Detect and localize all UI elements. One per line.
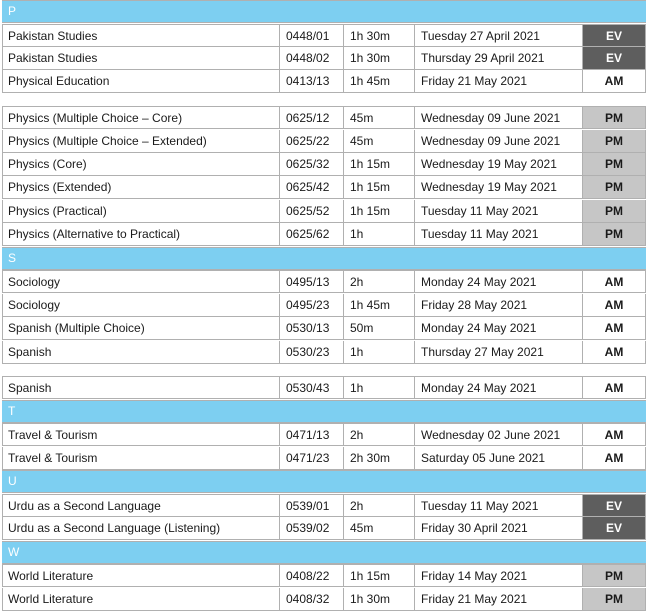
date-cell: Monday 24 May 2021 xyxy=(414,271,582,292)
subject-cell: World Literature xyxy=(2,588,279,610)
date-cell: Wednesday 19 May 2021 xyxy=(414,176,582,198)
component-code-cell: 0448/01 xyxy=(279,25,343,46)
table-row xyxy=(2,341,646,364)
subject-cell: Spanish xyxy=(2,341,279,363)
session-badge: AM xyxy=(582,271,646,292)
session-badge: PM xyxy=(582,176,646,198)
component-code-cell: 0471/13 xyxy=(279,424,343,445)
subject-cell: Physics (Alternative to Practical) xyxy=(2,223,279,245)
table-row xyxy=(2,176,646,199)
section-header-t xyxy=(2,400,646,423)
table-row xyxy=(2,294,646,317)
duration-cell: 2h xyxy=(343,495,414,516)
date-cell: Tuesday 11 May 2021 xyxy=(414,223,582,245)
subject-cell: Spanish (Multiple Choice) xyxy=(2,317,279,339)
subject-cell: Physics (Multiple Choice – Extended) xyxy=(2,130,279,152)
table-row xyxy=(2,130,646,153)
table-row xyxy=(2,588,646,611)
session-badge: EV xyxy=(582,517,646,539)
component-code-cell: 0413/13 xyxy=(279,70,343,92)
duration-cell: 45m xyxy=(343,130,414,152)
component-code-cell: 0495/23 xyxy=(279,294,343,316)
date-cell: Thursday 27 May 2021 xyxy=(414,341,582,363)
date-cell: Thursday 29 April 2021 xyxy=(414,47,582,69)
date-cell: Wednesday 02 June 2021 xyxy=(414,424,582,445)
duration-cell: 1h 45m xyxy=(343,70,414,92)
date-cell: Friday 28 May 2021 xyxy=(414,294,582,316)
duration-cell: 2h xyxy=(343,424,414,445)
table-row xyxy=(2,317,646,340)
subject-cell: Travel & Tourism xyxy=(2,424,279,445)
subject-cell: Sociology xyxy=(2,294,279,316)
component-code-cell: 0530/43 xyxy=(279,377,343,398)
table-row xyxy=(2,517,646,540)
section-letter: W xyxy=(8,545,20,559)
date-cell: Tuesday 27 April 2021 xyxy=(414,25,582,46)
subject-cell: Physics (Core) xyxy=(2,153,279,175)
table-row xyxy=(2,223,646,246)
duration-cell: 1h 30m xyxy=(343,588,414,610)
duration-cell: 1h 15m xyxy=(343,565,414,586)
table-row xyxy=(2,153,646,176)
component-code-cell: 0471/23 xyxy=(279,447,343,469)
table-row xyxy=(2,70,646,93)
duration-cell: 2h xyxy=(343,271,414,292)
duration-cell: 1h 45m xyxy=(343,294,414,316)
section-letter: U xyxy=(8,474,17,488)
component-code-cell: 0625/62 xyxy=(279,223,343,245)
section-letter: T xyxy=(8,404,16,418)
component-code-cell: 0625/52 xyxy=(279,200,343,222)
duration-cell: 1h 15m xyxy=(343,176,414,198)
session-badge: AM xyxy=(582,70,646,92)
duration-cell: 1h 15m xyxy=(343,153,414,175)
date-cell: Saturday 05 June 2021 xyxy=(414,447,582,469)
section-letter: S xyxy=(8,251,17,265)
subject-cell: Pakistan Studies xyxy=(2,25,279,46)
session-badge: AM xyxy=(582,424,646,445)
date-cell: Monday 24 May 2021 xyxy=(414,377,582,398)
table-row xyxy=(2,423,646,446)
date-cell: Wednesday 09 June 2021 xyxy=(414,130,582,152)
session-badge: AM xyxy=(582,341,646,363)
duration-cell: 1h xyxy=(343,223,414,245)
subject-cell: Urdu as a Second Language (Listening) xyxy=(2,517,279,539)
table-row xyxy=(2,24,646,47)
session-badge: AM xyxy=(582,294,646,316)
table-row xyxy=(2,494,646,517)
component-code-cell: 0495/13 xyxy=(279,271,343,292)
subject-cell: Sociology xyxy=(2,271,279,292)
subject-cell: Physics (Practical) xyxy=(2,200,279,222)
session-badge: AM xyxy=(582,317,646,339)
duration-cell: 45m xyxy=(343,517,414,539)
duration-cell: 1h xyxy=(343,341,414,363)
date-cell: Friday 30 April 2021 xyxy=(414,517,582,539)
session-badge: EV xyxy=(582,495,646,516)
date-cell: Friday 14 May 2021 xyxy=(414,565,582,586)
subject-cell: Spanish xyxy=(2,377,279,398)
date-cell: Friday 21 May 2021 xyxy=(414,70,582,92)
component-code-cell: 0625/22 xyxy=(279,130,343,152)
component-code-cell: 0408/22 xyxy=(279,565,343,586)
session-badge: PM xyxy=(582,130,646,152)
component-code-cell: 0539/02 xyxy=(279,517,343,539)
session-badge: EV xyxy=(582,47,646,69)
component-code-cell: 0530/13 xyxy=(279,317,343,339)
session-badge: PM xyxy=(582,107,646,128)
component-code-cell: 0625/32 xyxy=(279,153,343,175)
subject-cell: Pakistan Studies xyxy=(2,47,279,69)
duration-cell: 1h xyxy=(343,377,414,398)
table-row xyxy=(2,447,646,470)
duration-cell: 50m xyxy=(343,317,414,339)
subject-cell: Travel & Tourism xyxy=(2,447,279,469)
date-cell: Tuesday 11 May 2021 xyxy=(414,495,582,516)
section-header-p xyxy=(2,0,646,23)
component-code-cell: 0625/42 xyxy=(279,176,343,198)
subject-cell: Physical Education xyxy=(2,70,279,92)
component-code-cell: 0408/32 xyxy=(279,588,343,610)
section-letter: P xyxy=(8,4,17,18)
date-cell: Friday 21 May 2021 xyxy=(414,588,582,610)
duration-cell: 1h 30m xyxy=(343,47,414,69)
section-header-w xyxy=(2,541,646,564)
duration-cell: 2h 30m xyxy=(343,447,414,469)
subject-cell: World Literature xyxy=(2,565,279,586)
section-header-u xyxy=(2,470,646,493)
date-cell: Wednesday 19 May 2021 xyxy=(414,153,582,175)
duration-cell: 1h 30m xyxy=(343,25,414,46)
table-row xyxy=(2,376,646,399)
section-header-s xyxy=(2,247,646,270)
session-badge: AM xyxy=(582,447,646,469)
table-row xyxy=(2,270,646,293)
date-cell: Wednesday 09 June 2021 xyxy=(414,107,582,128)
session-badge: AM xyxy=(582,377,646,398)
date-cell: Tuesday 11 May 2021 xyxy=(414,200,582,222)
session-badge: EV xyxy=(582,25,646,46)
session-badge: PM xyxy=(582,153,646,175)
session-badge: PM xyxy=(582,565,646,586)
subject-cell: Physics (Multiple Choice – Core) xyxy=(2,107,279,128)
table-row xyxy=(2,564,646,587)
table-row xyxy=(2,106,646,129)
session-badge: PM xyxy=(582,588,646,610)
date-cell: Monday 24 May 2021 xyxy=(414,317,582,339)
table-row xyxy=(2,47,646,70)
component-code-cell: 0625/12 xyxy=(279,107,343,128)
component-code-cell: 0530/23 xyxy=(279,341,343,363)
subject-cell: Urdu as a Second Language xyxy=(2,495,279,516)
duration-cell: 45m xyxy=(343,107,414,128)
session-badge: PM xyxy=(582,200,646,222)
duration-cell: 1h 15m xyxy=(343,200,414,222)
session-badge: PM xyxy=(582,223,646,245)
table-row xyxy=(2,200,646,223)
subject-cell: Physics (Extended) xyxy=(2,176,279,198)
component-code-cell: 0539/01 xyxy=(279,495,343,516)
component-code-cell: 0448/02 xyxy=(279,47,343,69)
